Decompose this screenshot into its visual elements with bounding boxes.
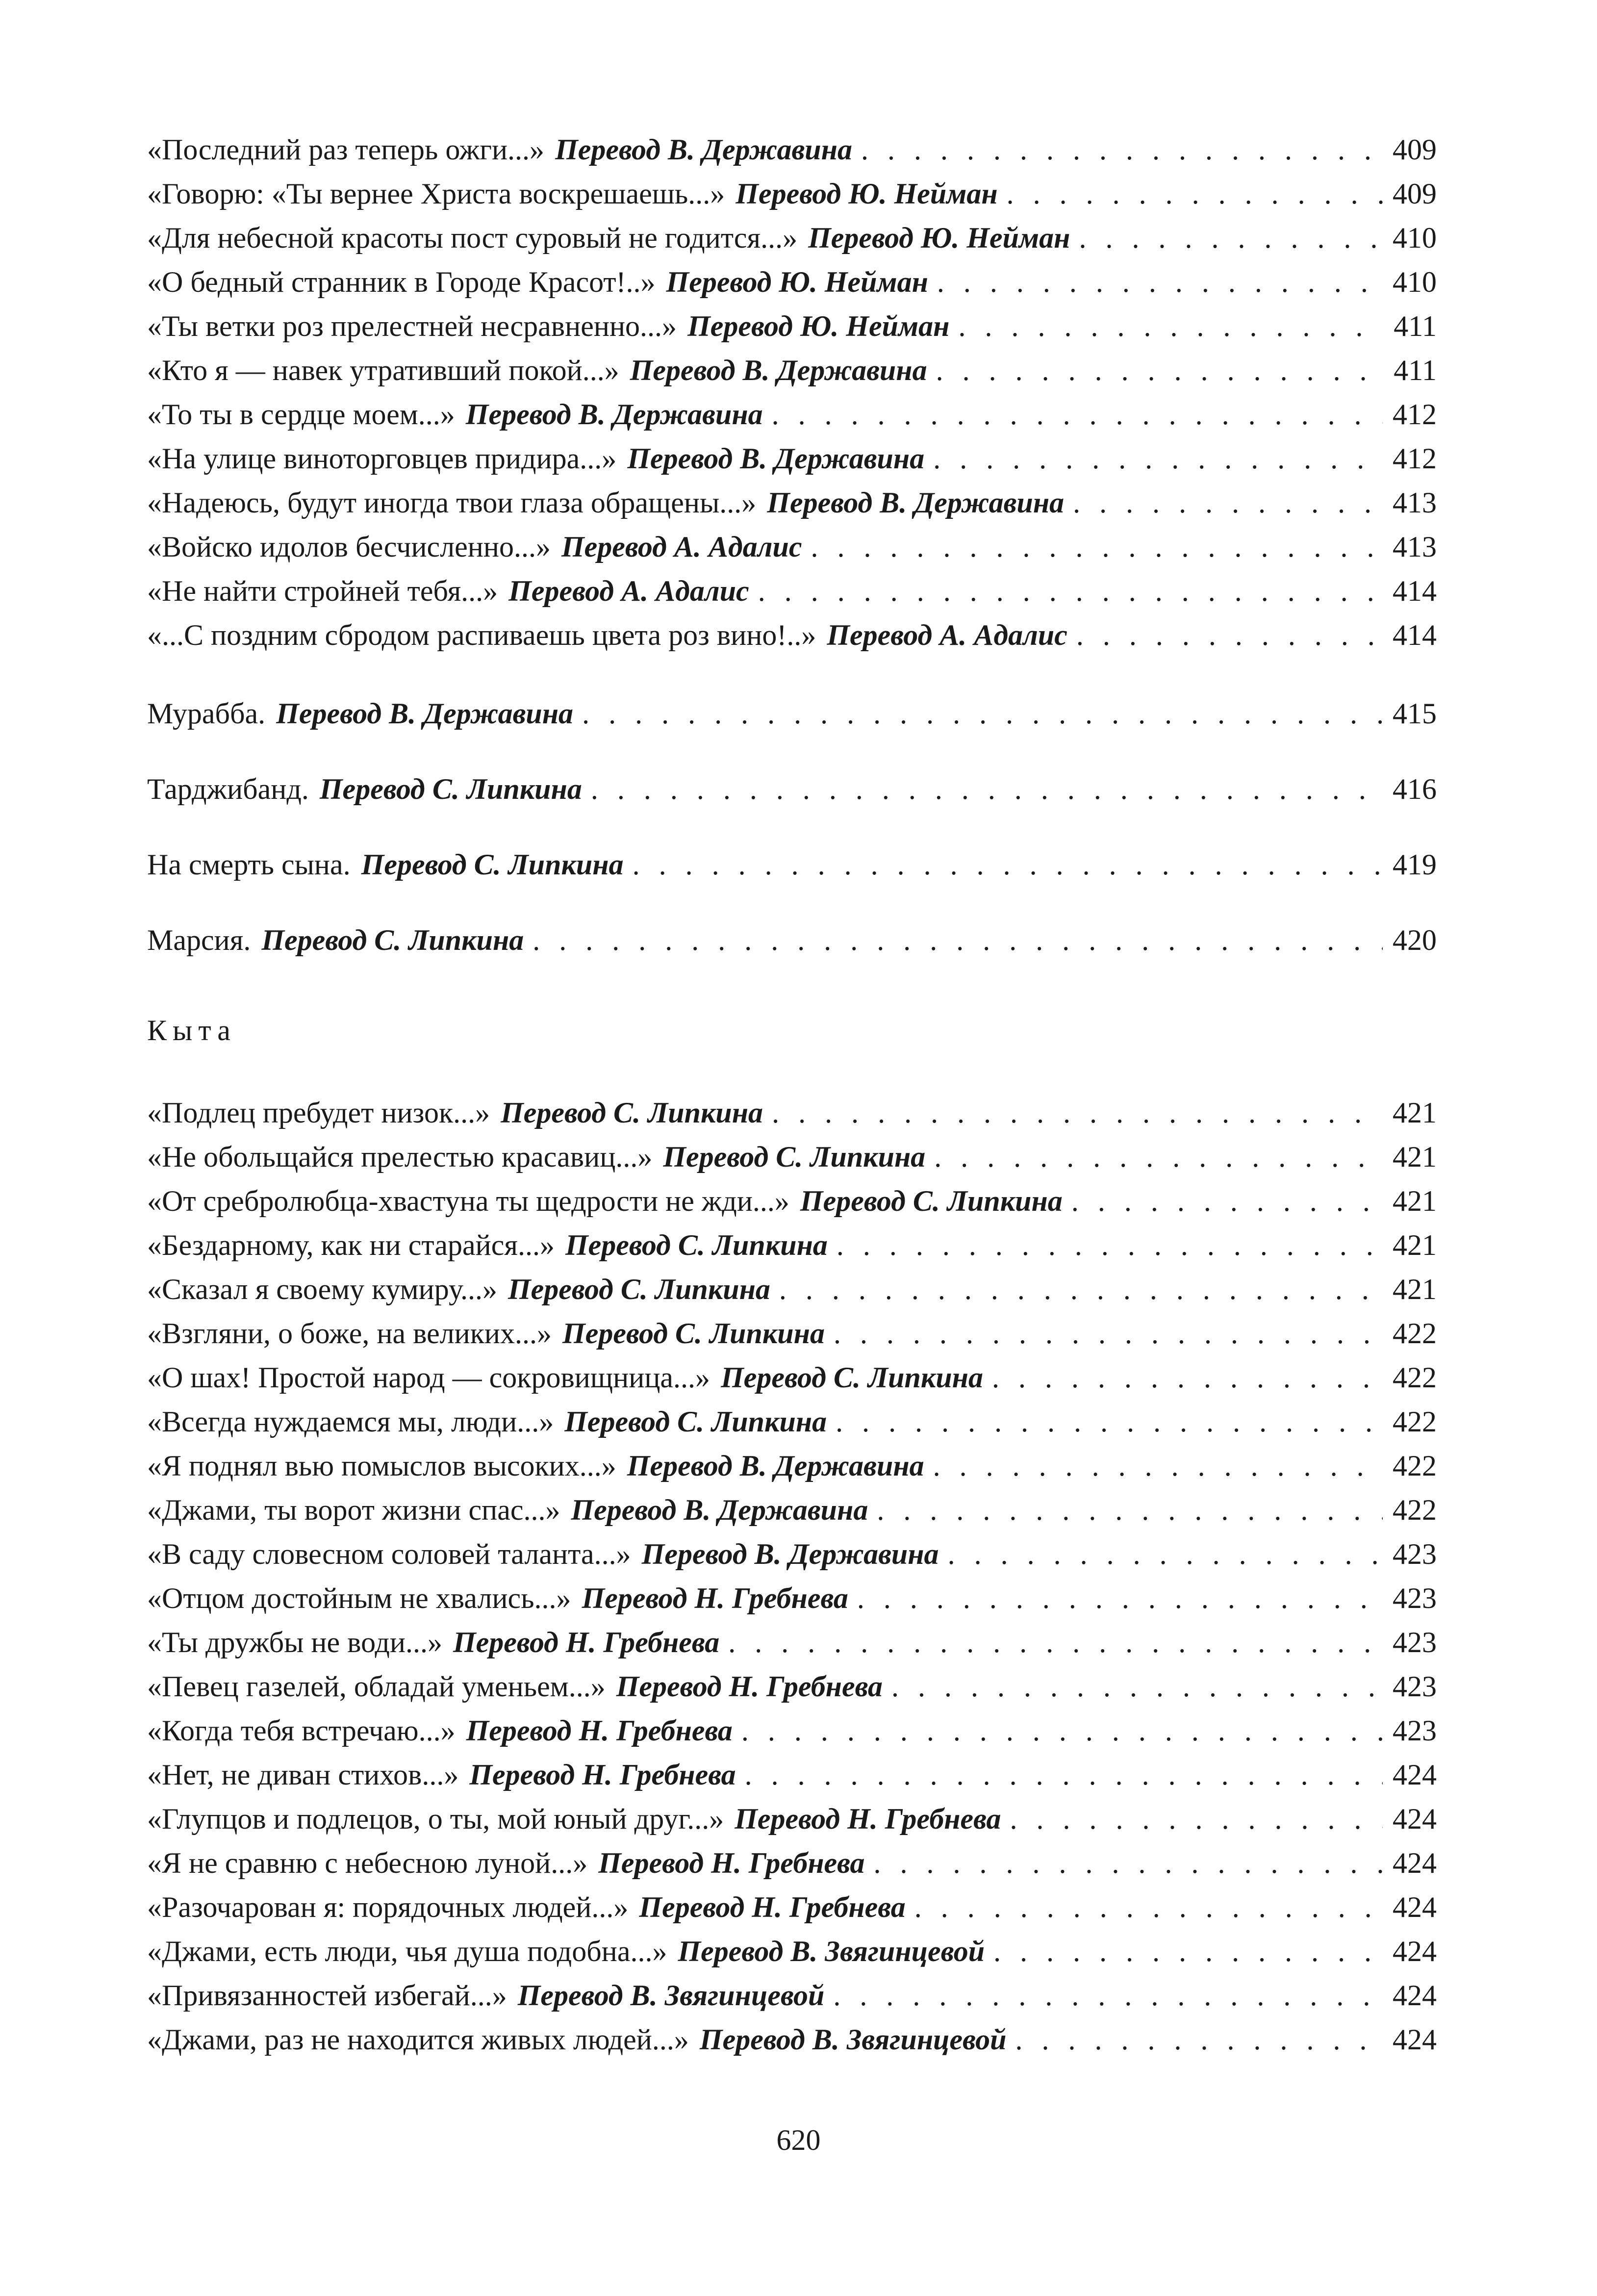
toc-entry-translator: Перевод В. Державина [276,697,574,730]
toc-entry [147,436,1437,481]
toc-entry-title: «Джами, ты ворот жизни спас...» [147,1494,560,1526]
toc-entry-translator: Перевод В. Звягинцевой [678,1935,985,1967]
toc-entry [147,525,1437,569]
toc-entry-title: «Говорю: «Ты вернее Христа воскрешаешь...» [147,178,725,210]
toc-entry-translator: Перевод Ю. Нейман [687,310,950,342]
toc-entry-title: «Подлец пребудет низок...» [147,1097,490,1129]
dot-leader [733,1709,1383,1753]
toc-entry-translator: Перевод А. Адалис [827,619,1067,651]
toc-entry-translator: Перевод В. Звягинцевой [517,1979,825,2012]
toc-entry [147,392,1437,436]
dot-leader [1070,216,1383,260]
toc-entry-translator: Перевод С. Липкина [565,1229,828,1261]
toc-entry [147,216,1437,260]
dot-leader [624,842,1383,887]
dot-leader [939,1532,1383,1576]
toc-entry-translator: Перевод Н. Гребнева [582,1582,848,1614]
toc-entry-title: «Не обольщайся прелестью красавиц...» [147,1141,653,1173]
toc-entry-translator: Перевод В. Державина [630,354,927,386]
toc-entry-page: 424 [1393,1891,1437,1923]
toc-entry-page: 421 [1393,1229,1437,1261]
toc-entry-page: 424 [1393,1935,1437,1967]
toc-singles [147,691,1437,994]
toc-entry [147,767,1437,811]
dot-leader [802,525,1383,569]
toc-entry-page: 414 [1393,575,1437,607]
toc-entry [147,260,1437,304]
toc-entry [147,691,1437,736]
toc-entry-title: «Разочарован я: порядочных людей...» [147,1891,629,1923]
toc-entry-title: «От сребролюбца-хвастуна ты щедрости не жди...» [147,1185,789,1217]
dot-leader [949,304,1383,348]
toc-entry-page: 421 [1393,1097,1437,1129]
dot-leader [1063,1179,1383,1223]
toc-entry-translator: Перевод Н. Гребнева [616,1670,883,1703]
toc-entry [147,1444,1437,1488]
toc-entry-page: 420 [1393,924,1437,956]
toc-entry [147,918,1437,962]
toc-entry-translator: Перевод С. Липкина [261,924,524,956]
toc-entry-translator: Перевод С. Липкина [507,1273,770,1305]
toc-entry-translator: Перевод Н. Гребнева [639,1891,906,1923]
toc-entry-translator: Перевод В. Державина [767,486,1065,519]
spacer [147,657,1437,691]
toc-entry-page: 419 [1393,848,1437,881]
dot-leader [1067,613,1383,657]
toc-entry-title: «Певец газелей, обладай уменьем...» [147,1670,606,1703]
toc-entry [147,1973,1437,2017]
toc-entry [147,1267,1437,1311]
toc-entry-translator: Перевод С. Липкина [361,848,624,881]
toc-entry [147,1311,1437,1355]
spacer [147,962,1437,994]
toc-entry-translator: Перевод В. Звягинцевой [699,2023,1007,2056]
toc-entry-translator: Перевод С. Липкина [663,1141,926,1173]
toc-entry-translator: Перевод А. Адалис [508,575,749,607]
toc-entry-translator: Перевод Н. Гребнева [598,1847,865,1879]
dot-leader [763,392,1383,436]
dot-leader [719,1620,1383,1664]
toc-entry-page: 424 [1393,1803,1437,1835]
toc-entry-title: «Ты дружбы не води...» [147,1626,442,1658]
toc-group-2 [147,1091,1437,2062]
dot-leader [924,1444,1383,1488]
toc-entry [147,1841,1437,1885]
toc-page [147,128,1437,2062]
toc-entry-page: 413 [1393,486,1437,519]
toc-entry-translator: Перевод В. Державина [627,442,925,475]
toc-entry [147,2017,1437,2062]
toc-entry-translator: Перевод Н. Гребнева [469,1759,736,1791]
dot-leader [927,348,1383,392]
toc-entry-title: «Ты ветки роз прелестней несравненно...» [147,310,677,342]
dot-leader [865,1841,1383,1885]
toc-entry-page: 412 [1393,442,1437,475]
toc-entry [147,128,1437,172]
toc-entry-title: «Нет, не диван стихов...» [147,1759,459,1791]
toc-entry-title: Марсия. [147,924,251,956]
section-heading: Кыта [147,1014,236,1046]
toc-entry-translator: Перевод В. Державина [571,1494,868,1526]
toc-entry [147,1929,1437,1973]
dot-leader [983,1355,1383,1400]
dot-leader [985,1929,1383,1973]
toc-entry-page: 414 [1393,619,1437,651]
toc-entry [147,1091,1437,1135]
toc-entry-page: 423 [1393,1538,1437,1570]
spacer [147,887,1437,918]
toc-entry-page: 423 [1393,1626,1437,1658]
spacer [147,736,1437,767]
toc-entry-title: «Привязанностей избегай...» [147,1979,507,2012]
toc-entry-page: 410 [1393,222,1437,254]
toc-entry-title: Мурабба. [147,697,266,730]
dot-leader [1064,481,1383,525]
dot-leader [524,918,1383,962]
toc-entry [147,569,1437,613]
toc-entry [147,1355,1437,1400]
dot-leader [1001,1797,1383,1841]
toc-entry-page: 424 [1393,1979,1437,2012]
toc-entry [147,1709,1437,1753]
toc-entry-title: На смерть сына. [147,848,351,881]
toc-entry-page: 415 [1393,697,1437,730]
toc-entry-page: 416 [1393,773,1437,805]
toc-entry-translator: Перевод В. Державина [627,1450,924,1482]
dot-leader [770,1267,1383,1311]
toc-entry [147,1797,1437,1841]
toc-entry-title: «Я не сравню с небесною луной...» [147,1847,588,1879]
dot-leader [998,172,1383,216]
toc-entry-translator: Перевод В. Державина [641,1538,939,1570]
toc-entry [147,1488,1437,1532]
toc-entry [147,172,1437,216]
toc-entry-page: 422 [1393,1494,1437,1526]
toc-entry [147,348,1437,392]
toc-entry-page: 423 [1393,1582,1437,1614]
toc-entry-translator: Перевод С. Липкина [562,1317,825,1350]
dot-leader [763,1091,1383,1135]
toc-entry-title: «Последний раз теперь ожги...» [147,133,545,166]
toc-entry [147,1532,1437,1576]
dot-leader [1007,2017,1383,2062]
toc-entry [147,304,1437,348]
toc-entry-title: «Сказал я своему кумиру...» [147,1273,497,1305]
toc-entry-translator: Перевод С. Липкина [721,1361,983,1394]
toc-entry-translator: Перевод Н. Гребнева [735,1803,1001,1835]
toc-entry-translator: Перевод Ю. Нейман [666,266,928,298]
toc-group-1 [147,128,1437,657]
spacer [147,811,1437,842]
toc-entry-title: «Отцом достойным не хвались...» [147,1582,571,1614]
toc-entry-page: 422 [1393,1317,1437,1350]
toc-entry [147,842,1437,887]
dot-leader [848,1576,1383,1620]
dot-leader [736,1753,1383,1797]
toc-entry-title: «...С поздним сбродом распиваешь цвета роз вино!..» [147,619,816,651]
toc-entry-title: «На улице виноторговцев придира...» [147,442,617,475]
toc-entry-page: 411 [1394,310,1437,342]
toc-entry-title: «То ты в сердце моем...» [147,398,455,431]
toc-entry-page: 422 [1393,1361,1437,1394]
dot-leader [573,691,1383,736]
toc-entry-title: «Для небесной красоты пост суровый не годится...» [147,222,798,254]
toc-entry [147,1135,1437,1179]
toc-entry-title: «Кто я — навек утративший покой...» [147,354,619,386]
toc-entry-title: «Всегда нуждаемся мы, люди...» [147,1405,554,1438]
toc-entry-title: «Джами, раз не находится живых людей...» [147,2023,689,2056]
toc-entry-title: «Надеюсь, будут иногда твои глаза обращены...» [147,486,757,519]
dot-leader [924,436,1383,481]
toc-entry [147,1400,1437,1444]
toc-entry-title: «Джами, есть люди, чья душа подобна...» [147,1935,667,1967]
toc-entry-translator: Перевод В. Державина [465,398,763,431]
toc-entry-translator: Перевод С. Липкина [501,1097,763,1129]
dot-leader [852,128,1383,172]
toc-entry [147,481,1437,525]
toc-entry-title: «Не найти стройней тебя...» [147,575,498,607]
toc-entry-page: 410 [1393,266,1437,298]
toc-entry-page: 423 [1393,1670,1437,1703]
toc-entry-translator: Перевод С. Липкина [564,1405,827,1438]
toc-entry-title: «Войско идолов бесчисленно...» [147,531,551,563]
toc-entry-translator: Перевод Ю. Нейман [735,178,998,210]
toc-entry-translator: Перевод Ю. Нейман [808,222,1070,254]
toc-entry-title: «В саду словесном соловей таланта...» [147,1538,631,1570]
toc-entry-title: «Бездарному, как ни старайся...» [147,1229,555,1261]
toc-entry-page: 424 [1393,1759,1437,1791]
toc-entry-translator: Перевод С. Липкина [319,773,582,805]
toc-entry-translator: Перевод В. Державина [555,133,852,166]
toc-entry-page: 409 [1393,133,1437,166]
toc-entry [147,1576,1437,1620]
toc-entry-title: «О бедный странник в Городе Красот!..» [147,266,656,298]
toc-entry-title: «Взгляни, о боже, на великих...» [147,1317,552,1350]
dot-leader [868,1488,1383,1532]
toc-entry-translator: Перевод Н. Гребнева [466,1714,733,1747]
page-number: 620 [776,2124,821,2156]
toc-entry-title: «Я поднял вью помыслов высоких...» [147,1450,616,1482]
toc-entry-page: 421 [1393,1185,1437,1217]
dot-leader [824,1973,1383,2017]
toc-entry [147,1179,1437,1223]
toc-entry-translator: Перевод Н. Гребнева [453,1626,720,1658]
toc-entry [147,1620,1437,1664]
toc-entry-title: «Глупцов и подлецов, о ты, мой юный друг...» [147,1803,724,1835]
toc-entry-title: «О шах! Простой народ — сокровищница...» [147,1361,710,1394]
toc-entry-page: 411 [1394,354,1437,386]
toc-entry-page: 423 [1393,1714,1437,1747]
dot-leader [582,767,1383,811]
dot-leader [925,1135,1383,1179]
toc-entry-page: 422 [1393,1405,1437,1438]
toc-entry-page: 413 [1393,531,1437,563]
toc-entry-translator: Перевод С. Липкина [800,1185,1063,1217]
dot-leader [906,1885,1383,1929]
dot-leader [828,1223,1383,1267]
dot-leader [883,1664,1383,1709]
dot-leader [827,1400,1383,1444]
toc-entry [147,1664,1437,1709]
toc-entry-page: 422 [1393,1450,1437,1482]
toc-entry [147,1223,1437,1267]
toc-entry [147,1753,1437,1797]
toc-entry-title: «Когда тебя встречаю...» [147,1714,456,1747]
dot-leader [928,260,1383,304]
toc-entry-page: 424 [1393,2023,1437,2056]
dot-leader [749,569,1383,613]
toc-entry-page: 421 [1393,1273,1437,1305]
toc-entry [147,613,1437,657]
toc-entry-page: 412 [1393,398,1437,431]
toc-entry-title: Тарджибанд. [147,773,309,805]
toc-entry-translator: Перевод А. Адалис [561,531,802,563]
toc-entry-page: 424 [1393,1847,1437,1879]
dot-leader [825,1311,1383,1355]
toc-entry-page: 421 [1393,1141,1437,1173]
toc-entry-page: 409 [1393,178,1437,210]
toc-entry [147,1885,1437,1929]
